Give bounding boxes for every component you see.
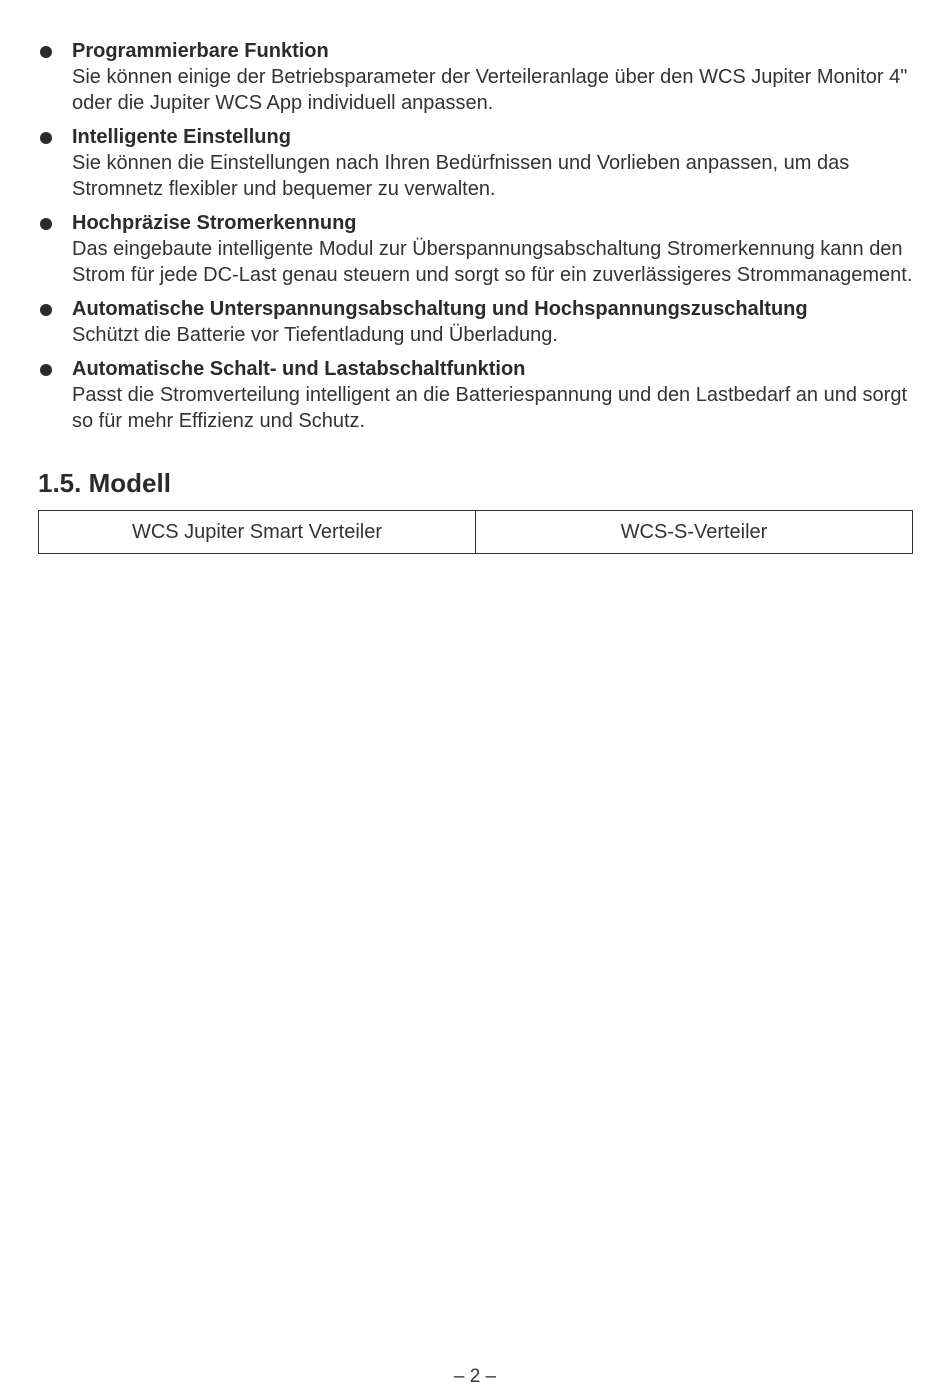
feature-description: Schützt die Batterie vor Tiefentladung und Überladung. bbox=[72, 324, 558, 346]
bullet-icon bbox=[40, 364, 52, 376]
feature-description: Das eingebaute intelligente Modul zur Überspannungsabschaltung Stromerkennung kann den Strom für jede DC-Last genau steuern und sorgt so für ein zuverlässigeres Strommanagement. bbox=[72, 238, 913, 286]
bullet-icon bbox=[40, 218, 52, 230]
bullet-icon bbox=[40, 132, 52, 144]
feature-item-voltage-protection bbox=[38, 296, 918, 348]
feature-title: Intelligente Einstellung bbox=[72, 126, 291, 148]
feature-title: Automatische Schalt- und Lastabschaltfunktion bbox=[72, 358, 526, 380]
feature-item-programmable bbox=[38, 38, 918, 116]
feature-title: Programmierbare Funktion bbox=[72, 40, 329, 62]
product-name-cell: WCS Jupiter Smart Verteiler bbox=[39, 511, 476, 554]
feature-title: Hochpräzise Stromerkennung bbox=[72, 212, 357, 234]
section-heading-model: 1.5. Modell bbox=[38, 468, 171, 498]
feature-item-intelligent-settings bbox=[38, 124, 918, 202]
model-table bbox=[38, 510, 913, 554]
feature-item-load-shedding bbox=[38, 356, 918, 434]
bullet-icon bbox=[40, 304, 52, 316]
feature-description: Sie können einige der Betriebsparameter der Verteileranlage über den WCS Jupiter Monitor 4" oder die Jupiter WCS App individuell anpassen. bbox=[72, 66, 908, 114]
feature-list bbox=[38, 38, 918, 442]
table-row bbox=[39, 511, 913, 554]
feature-description: Sie können die Einstellungen nach Ihren Bedürfnissen und Vorlieben anpassen, um das Stromnetz flexibler und bequemer zu verwalten. bbox=[72, 152, 850, 200]
feature-title: Automatische Unterspannungsabschaltung und Hochspannungszuschaltung bbox=[72, 298, 808, 320]
feature-item-current-detection bbox=[38, 210, 918, 288]
bullet-icon bbox=[40, 46, 52, 58]
page-number: – 2 – bbox=[453, 1366, 497, 1387]
model-cell: WCS-S-Verteiler bbox=[476, 511, 913, 554]
feature-description: Passt die Stromverteilung intelligent an die Batteriespannung und den Lastbedarf an und sorgt so für mehr Effizienz und Schutz. bbox=[72, 384, 907, 432]
